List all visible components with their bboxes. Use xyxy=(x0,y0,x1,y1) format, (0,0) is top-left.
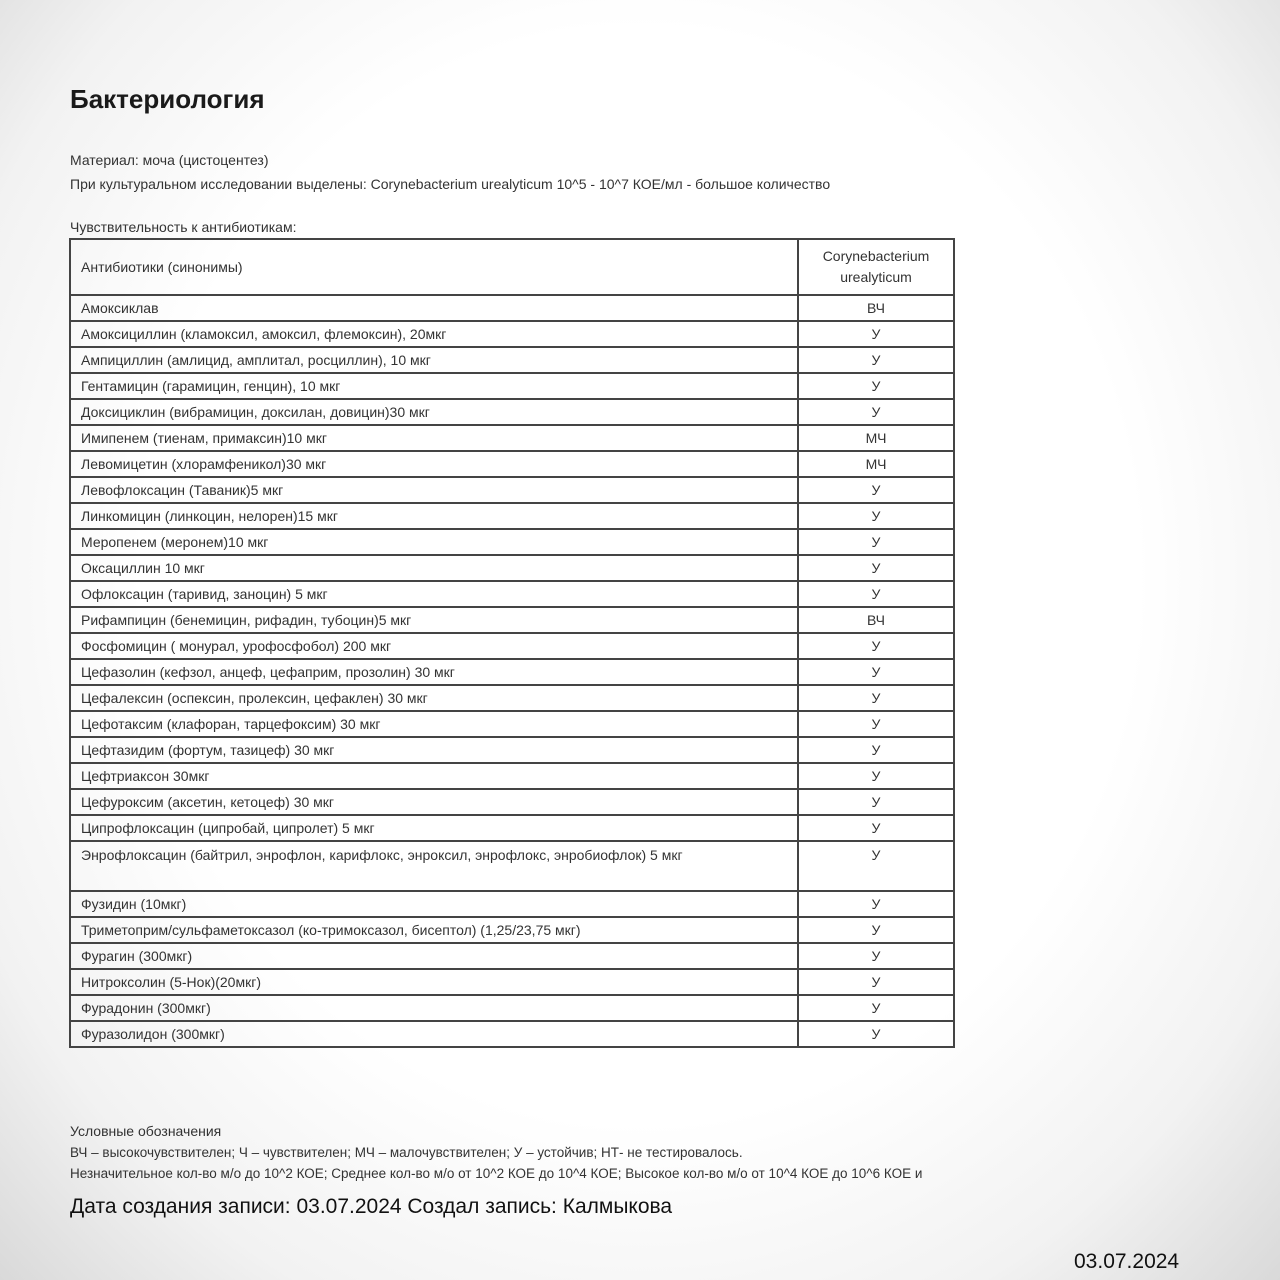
antibiotic-name: Фурадонин (300мкг) xyxy=(70,995,798,1021)
material-line: Материал: моча (цистоцентез) xyxy=(70,152,269,168)
table-row xyxy=(70,373,954,399)
sensitivity-heading: Чувствительность к антибиотикам: xyxy=(70,219,297,235)
sensitivity-value: У xyxy=(798,685,954,711)
sensitivity-value: У xyxy=(798,711,954,737)
sensitivity-value: У xyxy=(798,659,954,685)
table-row xyxy=(70,841,954,891)
antibiotic-name: Амоксиклав xyxy=(70,295,798,321)
table-row xyxy=(70,633,954,659)
table-row xyxy=(70,581,954,607)
table-row xyxy=(70,995,954,1021)
table-row xyxy=(70,685,954,711)
page-title: Бактериология xyxy=(70,84,265,114)
header-antibiotic: Антибиотики (синонимы) xyxy=(70,239,798,295)
sensitivity-value: У xyxy=(798,529,954,555)
sensitivity-value: У xyxy=(798,943,954,969)
record-footer: Дата создания записи: 03.07.2024 Создал запись: Калмыкова xyxy=(70,1195,673,1218)
antibiotic-name: Ампициллин (амлицид, амплитал, росциллин), 10 мкг xyxy=(70,347,798,373)
antibiotic-name: Фурагин (300мкг) xyxy=(70,943,798,969)
sensitivity-value: У xyxy=(798,581,954,607)
table-row xyxy=(70,943,954,969)
antibiotic-name: Левофлоксацин (Таваник)5 мкг xyxy=(70,477,798,503)
antibiotic-name: Фузидин (10мкг) xyxy=(70,891,798,917)
antibiotic-name: Цефотаксим (клафоран, тарцефоксим) 30 мкг xyxy=(70,711,798,737)
antibiotic-name: Имипенем (тиенам, примаксин)10 мкг xyxy=(70,425,798,451)
legend-line-2: Незначительное кол-во м/о до 10^2 КОЕ; Среднее кол-во м/о от 10^2 КОЕ до 10^4 КОЕ; Высокое кол-во м/о от 10^4 КОЕ до 10^6 КОЕ и xyxy=(70,1166,923,1181)
antibiotic-name: Триметоприм/сульфаметоксазол (ко-тримоксазол, бисептол) (1,25/23,75 мкг) xyxy=(70,917,798,943)
sensitivity-value: У xyxy=(798,321,954,347)
table-row xyxy=(70,295,954,321)
sensitivity-value: У xyxy=(798,1021,954,1047)
sensitivity-value: У xyxy=(798,477,954,503)
table-row xyxy=(70,737,954,763)
header-organism: Corynebacterium urealyticum xyxy=(798,239,954,295)
sensitivity-value: У xyxy=(798,503,954,529)
table-row xyxy=(70,555,954,581)
antibiotic-name: Цефуроксим (аксетин, кетоцеф) 30 мкг xyxy=(70,789,798,815)
sensitivity-value: У xyxy=(798,891,954,917)
table-row xyxy=(70,451,954,477)
antibiotic-name: Рифампицин (бенемицин, рифадин, тубоцин)5 мкг xyxy=(70,607,798,633)
sensitivity-value: У xyxy=(798,789,954,815)
antibiotic-name: Доксициклин (вибрамицин, доксилан, довицин)30 мкг xyxy=(70,399,798,425)
sensitivity-value: У xyxy=(798,969,954,995)
antibiotic-name: Энрофлоксацин (байтрил, энрофлон, карифлокс, энроксил, энрофлокс, энробиофлок) 5 мкг xyxy=(70,841,798,891)
sensitivity-value: У xyxy=(798,763,954,789)
table-body xyxy=(70,295,954,1047)
table-row xyxy=(70,763,954,789)
sensitivity-value: У xyxy=(798,347,954,373)
table-header-row xyxy=(70,239,954,295)
table-row xyxy=(70,969,954,995)
antibiotic-name: Офлоксацин (таривид, заноцин) 5 мкг xyxy=(70,581,798,607)
page-date: 03.07.2024 xyxy=(1074,1250,1180,1273)
antibiotic-name: Амоксициллин (кламоксил, амоксил, флемоксин), 20мкг xyxy=(70,321,798,347)
antibiotic-name: Цефазолин (кефзол, анцеф, цефаприм, прозолин) 30 мкг xyxy=(70,659,798,685)
antibiotic-name: Цефтазидим (фортум, тазицеф) 30 мкг xyxy=(70,737,798,763)
sensitivity-value: ВЧ xyxy=(798,607,954,633)
sensitivity-value: У xyxy=(798,555,954,581)
table-row xyxy=(70,789,954,815)
sensitivity-value: У xyxy=(798,815,954,841)
sensitivity-value: ВЧ xyxy=(798,295,954,321)
antibiotic-name: Оксациллин 10 мкг xyxy=(70,555,798,581)
antibiotic-name: Гентамицин (гарамицин, генцин), 10 мкг xyxy=(70,373,798,399)
antibiotic-name: Левомицетин (хлорамфеникол)30 мкг xyxy=(70,451,798,477)
table-row xyxy=(70,815,954,841)
antibiotic-name: Фуразолидон (300мкг) xyxy=(70,1021,798,1047)
sensitivity-value: У xyxy=(798,737,954,763)
legend-line-1: ВЧ – высокочувствителен; Ч – чувствителен; МЧ – малочувствителен; У – устойчив; НТ- не тестировалось. xyxy=(70,1145,743,1160)
sensitivity-value: У xyxy=(798,399,954,425)
antibiotic-name: Цефтриаксон 30мкг xyxy=(70,763,798,789)
antibiotic-name: Линкомицин (линкоцин, нелорен)15 мкг xyxy=(70,503,798,529)
table-row xyxy=(70,711,954,737)
antibiotic-name: Ципрофлоксацин (ципробай, ципролет) 5 мкг xyxy=(70,815,798,841)
table-row xyxy=(70,503,954,529)
table-row xyxy=(70,321,954,347)
culture-line: При культуральном исследовании выделены: Corynebacterium urealyticum 10^5 - 10^7 КОЕ/мл - большое количество xyxy=(70,176,831,192)
table-row xyxy=(70,399,954,425)
table-row xyxy=(70,607,954,633)
table-row xyxy=(70,659,954,685)
antibiotic-name: Меропенем (меронем)10 мкг xyxy=(70,529,798,555)
table-row xyxy=(70,917,954,943)
table-row xyxy=(70,477,954,503)
table-row xyxy=(70,347,954,373)
table-row xyxy=(70,425,954,451)
sensitivity-value: У xyxy=(798,633,954,659)
sensitivity-value: У xyxy=(798,995,954,1021)
sensitivity-value: У xyxy=(798,917,954,943)
antibiotic-name: Цефалексин (оспексин, пролексин, цефаклен) 30 мкг xyxy=(70,685,798,711)
legend-heading: Условные обозначения xyxy=(70,1123,222,1139)
table-row xyxy=(70,529,954,555)
table-row xyxy=(70,891,954,917)
table-row xyxy=(70,1021,954,1047)
sensitivity-value: МЧ xyxy=(798,451,954,477)
antibiotic-name: Фосфомицин ( монурал, урофосфобол) 200 мкг xyxy=(70,633,798,659)
sensitivity-value: У xyxy=(798,373,954,399)
sensitivity-value: У xyxy=(798,841,954,891)
antibiotic-table xyxy=(69,238,955,1048)
antibiotic-name: Нитроксолин (5-Нок)(20мкг) xyxy=(70,969,798,995)
sensitivity-value: МЧ xyxy=(798,425,954,451)
